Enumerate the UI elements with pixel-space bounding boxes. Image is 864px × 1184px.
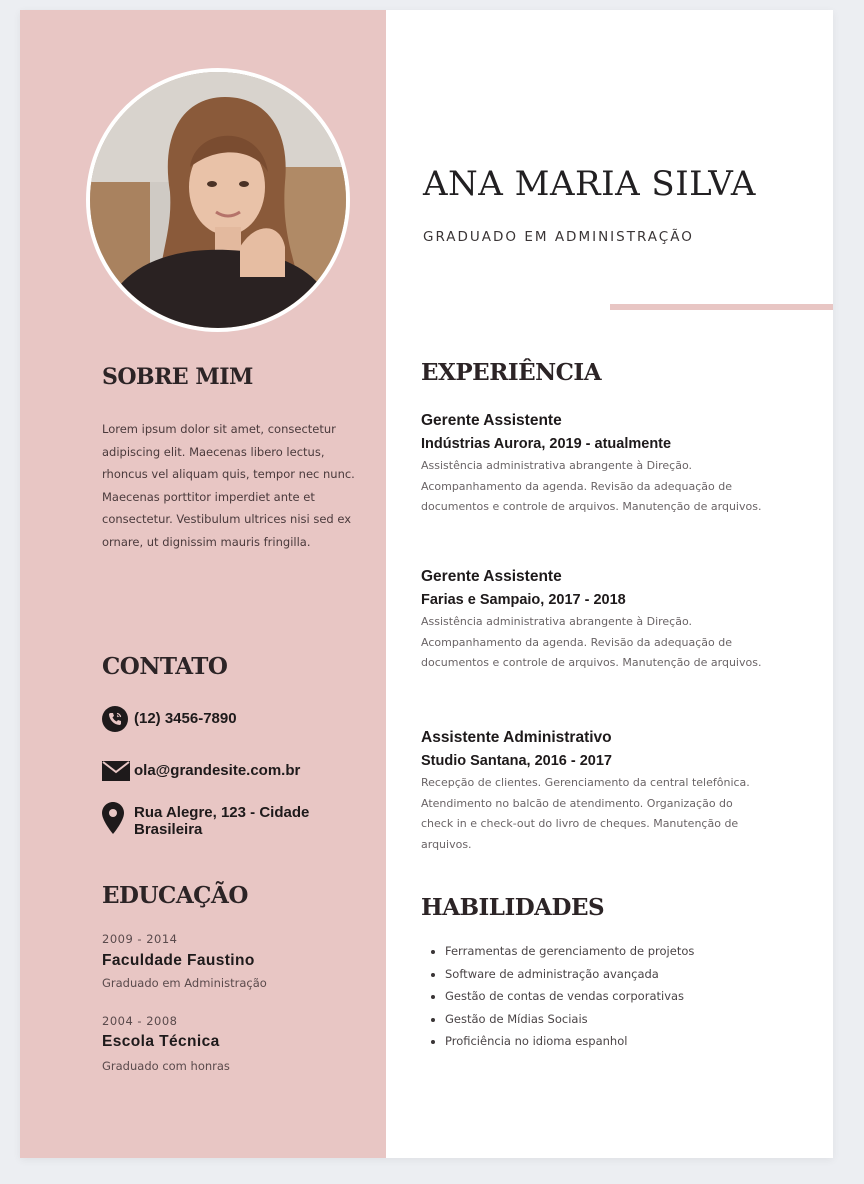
profile-photo bbox=[86, 68, 350, 332]
resume-page bbox=[20, 10, 833, 1158]
phone-icon bbox=[102, 706, 134, 732]
candidate-name: ANA MARIA SILVA bbox=[423, 164, 756, 204]
sidebar bbox=[20, 10, 386, 1158]
email-address[interactable]: ola@grandesite.com.br bbox=[134, 762, 301, 779]
skill-item: • Gestão de contas de vendas corporativas bbox=[445, 985, 785, 1008]
job-company: Farias e Sampaio, 2017 - 2018 bbox=[421, 592, 626, 608]
phone-number[interactable]: (12) 3456-7890 bbox=[134, 710, 237, 727]
contact-section-title: CONTATO bbox=[102, 653, 228, 680]
experience-entry bbox=[421, 727, 766, 855]
address-line-1: Rua Alegre, 123 - Cidade bbox=[134, 804, 310, 821]
address-line-2: Brasileira bbox=[134, 821, 203, 838]
candidate-subtitle: GRADUADO EM ADMINISTRAÇÃO bbox=[423, 229, 694, 245]
education-school: Escola Técnica bbox=[102, 1033, 220, 1050]
education-degree: Graduado com honras bbox=[102, 1059, 230, 1073]
profile-photo-illustration bbox=[90, 72, 346, 328]
about-section-title: SOBRE MIM bbox=[102, 364, 253, 390]
job-title: Assistente Administrativo bbox=[421, 729, 612, 746]
education-years: 2004 - 2008 bbox=[102, 1014, 178, 1028]
job-description: Assistência administrativa abrangente à Direção. Acompanhamento da agenda. Revisão da adequação de documentos e controle de arquivos. Manutenção de arquivos. bbox=[421, 459, 762, 513]
mail-icon bbox=[102, 758, 134, 784]
job-title: Gerente Assistente bbox=[421, 412, 562, 429]
contact-phone bbox=[102, 706, 237, 732]
job-company: Indústrias Aurora, 2019 - atualmente bbox=[421, 436, 672, 452]
address bbox=[134, 800, 309, 838]
job-description: Recepção de clientes. Gerenciamento da central telefônica. Atendimento no balcão de atendimento. Organização do check in e check-out do livro de cheques. Manutenção de arquivos. bbox=[421, 776, 750, 851]
skills-list bbox=[425, 940, 785, 1053]
contact-email bbox=[102, 758, 300, 784]
education-degree: Graduado em Administração bbox=[102, 976, 267, 990]
experience-entry bbox=[421, 566, 766, 674]
skills-section-title: HABILIDADES bbox=[421, 894, 605, 921]
contact-address bbox=[102, 800, 309, 838]
skill-item: • Gestão de Mídias Sociais bbox=[445, 1008, 785, 1031]
skill-item: • Proficiência no idioma espanhol bbox=[445, 1030, 785, 1053]
skill-item: • Ferramentas de gerenciamento de projetos bbox=[445, 940, 785, 963]
job-title: Gerente Assistente bbox=[421, 568, 562, 585]
experience-entry bbox=[421, 410, 766, 518]
experience-section-title: EXPERIÊNCIA bbox=[421, 359, 602, 386]
about-text: Lorem ipsum dolor sit amet, consectetur adipiscing elit. Maecenas libero lectus, rhoncus vel aliquam quis, tempor nec nunc. Maecenas porttitor imperdiet ante et consectetur. Vestibulum ultrices nisi sed ex ornare, ut dignissim mauris fringilla. bbox=[102, 422, 355, 549]
job-company: Studio Santana, 2016 - 2017 bbox=[421, 753, 612, 769]
accent-divider bbox=[610, 304, 833, 310]
education-section-title: EDUCAÇÃO bbox=[102, 882, 248, 909]
skill-item: • Software de administração avançada bbox=[445, 963, 785, 986]
education-school: Faculdade Faustino bbox=[102, 952, 255, 969]
job-description: Assistência administrativa abrangente à Direção. Acompanhamento da agenda. Revisão da adequação de documentos e controle de arquivos. Manutenção de arquivos. bbox=[421, 615, 762, 669]
location-pin-icon bbox=[102, 800, 134, 836]
education-years: 2009 - 2014 bbox=[102, 932, 178, 946]
